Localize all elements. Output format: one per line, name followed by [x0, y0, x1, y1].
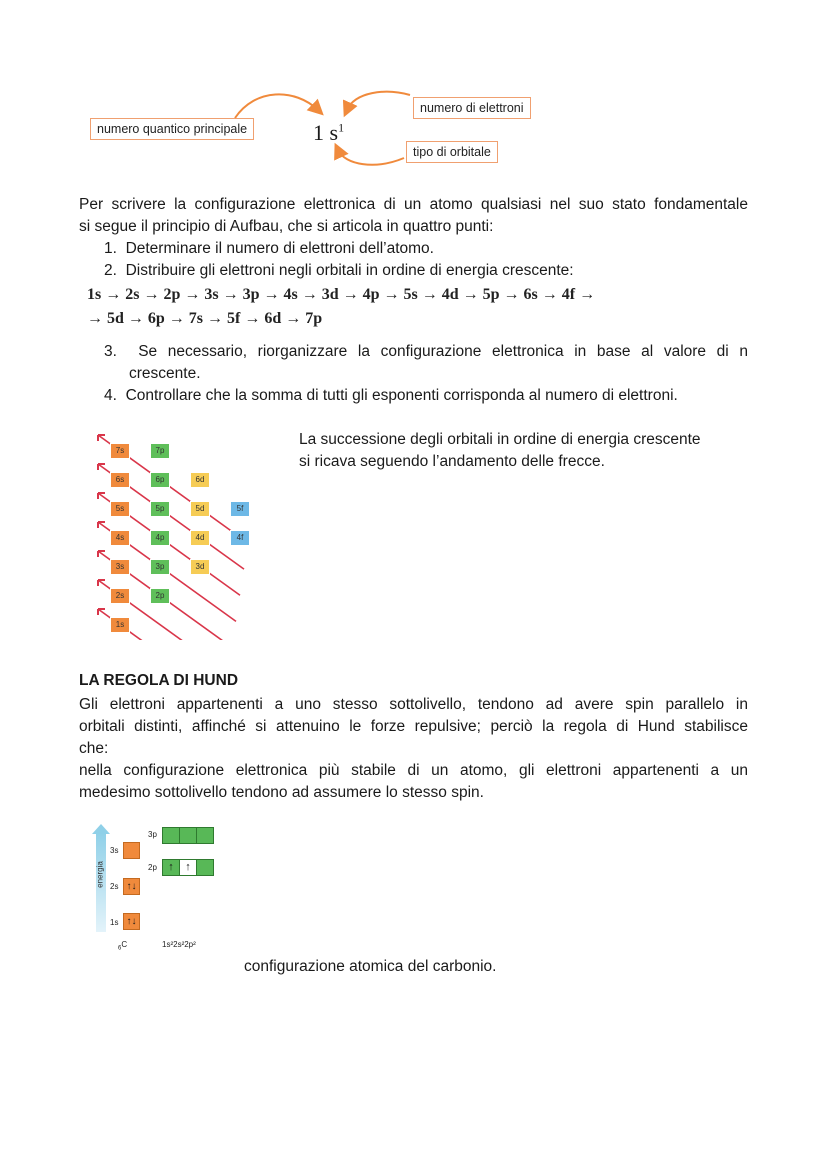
hund-para1-line-1: Gli elettroni appartenenti a uno stesso sottolivello, tendono ad avere spin parallelo in [79, 696, 748, 713]
hund-para1-line-3: che: [79, 740, 109, 757]
orbital-cell-2p: 2p [150, 588, 170, 604]
orbital-cell-1s: 1s [110, 617, 130, 633]
step-1-number: 1. [104, 240, 117, 257]
orbital-2p-box-2-spin: ↑ [185, 861, 191, 873]
step-1 [104, 238, 434, 260]
step-3 [104, 341, 748, 363]
principal-quantum-number-label: numero quantico principale [90, 118, 254, 140]
orbital-cell-2s: 2s [110, 588, 130, 604]
carbon-diagram [90, 822, 230, 952]
element-atomic-number: 6 [118, 945, 122, 952]
orbital-notation-main: 1 s [313, 120, 339, 145]
level-3s-label: 3s [110, 846, 119, 855]
hund-title: LA REGOLA DI HUND [79, 672, 239, 689]
orbital-3s-box [123, 842, 140, 859]
orbital-cell-7s: 7s [110, 443, 130, 459]
step-2 [104, 260, 574, 282]
electron-count-label: numero di elettroni [413, 97, 531, 119]
step-1-text: Determinare il numero di elettroni dell’atomo. [125, 240, 434, 257]
orbital-2p-box-3 [196, 859, 214, 876]
orbital-3p-box-2 [179, 827, 197, 844]
orbital-cell-4f: 4f [230, 530, 250, 546]
orbital-cell-5s: 5s [110, 501, 130, 517]
carbon-caption: configurazione atomica del carbonio. [244, 958, 497, 975]
aufbau-diagram [90, 425, 290, 640]
orbital-cell-6s: 6s [110, 472, 130, 488]
step-4-number: 4. [104, 387, 117, 404]
orbital-cell-5p: 5p [150, 501, 170, 517]
step-3-text-line-1: Se necessario, riorganizzare la configurazione elettronica in base al valore di n [138, 343, 748, 360]
orbital-cell-3s: 3s [110, 559, 130, 575]
step-2-number: 2. [104, 262, 117, 279]
orbital-cell-5d: 5d [190, 501, 210, 517]
level-1s-label: 1s [110, 918, 119, 927]
configuration-label: 1s²2s²2p² [162, 940, 196, 949]
orbital-1s-spin: ↑↓ [126, 916, 137, 927]
arrow-electrons-to-exponent [347, 92, 410, 110]
intro-line-2: si segue il principio di Aufbau, che si articola in quattro punti: [79, 218, 494, 235]
orbital-2p-box-2 [179, 859, 197, 876]
orbital-cell-3d: 3d [190, 559, 210, 575]
orbital-sequence-line-1: 1s → 2s → 2p → 3s → 3p → 4s → 3d → 4p → 5s → 4d → 5p → 6s → 4f → [87, 286, 596, 303]
energy-axis-arrowhead-icon [92, 824, 110, 834]
element-symbol [118, 940, 127, 952]
step-3-text-line-2: crescente. [129, 365, 201, 382]
step-4 [104, 385, 678, 407]
hund-para2-line-1: nella configurazione elettronica più stabile di un atomo, gli elettroni appartenenti a un [79, 762, 748, 779]
orbital-sequence-line-2: → 5d → 6p → 7s → 5f → 6d → 7p [87, 310, 323, 327]
step-3-number: 3. [104, 343, 117, 360]
aufbau-caption-line-1: La successione degli orbitali in ordine di energia crescente [299, 431, 701, 448]
orbital-cell-7p: 7p [150, 443, 170, 459]
orbital-cell-4d: 4d [190, 530, 210, 546]
orbital-3p-box-3 [196, 827, 214, 844]
hund-para2-line-2: medesimo sottolivello tendono ad assumere lo stesso spin. [79, 784, 484, 801]
orbital-cell-5f: 5f [230, 501, 250, 517]
hund-para1-line-2: orbitali distinti, affinché si attenuino le forze repulsive; perciò la regola di Hund stabilisce [79, 718, 748, 735]
energy-axis-label: energia [95, 861, 105, 888]
orbital-1s-box [123, 913, 140, 930]
orbital-cell-4p: 4p [150, 530, 170, 546]
orbital-2s-box [123, 878, 140, 895]
arrow-type-to-letter [338, 150, 404, 165]
diagram-arrows [0, 0, 828, 200]
orbital-cell-6p: 6p [150, 472, 170, 488]
intro-line-1: Per scrivere la configurazione elettronica di un atomo qualsiasi nel suo stato fondamentale [79, 196, 748, 213]
level-2p-label: 2p [148, 863, 157, 872]
level-3p-label: 3p [148, 830, 157, 839]
orbital-2s-spin: ↑↓ [126, 881, 137, 892]
orbital-type-label: tipo di orbitale [406, 141, 498, 163]
orbital-2p-box-1-spin: ↑ [168, 861, 174, 873]
element-letter: C [121, 940, 128, 949]
orbital-cell-6d: 6d [190, 472, 210, 488]
orbital-notation-exponent: 1 [338, 120, 345, 135]
orbital-cell-3p: 3p [150, 559, 170, 575]
orbital-3p-box-1 [162, 827, 180, 844]
level-2s-label: 2s [110, 882, 119, 891]
aufbau-caption-line-2: si ricava seguendo l’andamento delle frecce. [299, 453, 605, 470]
step-2-text: Distribuire gli elettroni negli orbitali in ordine di energia crescente: [125, 262, 574, 279]
arrow-principal-to-coefficient [235, 94, 318, 118]
orbital-cell-4s: 4s [110, 530, 130, 546]
step-4-text: Controllare che la somma di tutti gli esponenti corrisponda al numero di elettroni. [125, 387, 678, 404]
orbital-2p-box-1 [162, 859, 180, 876]
